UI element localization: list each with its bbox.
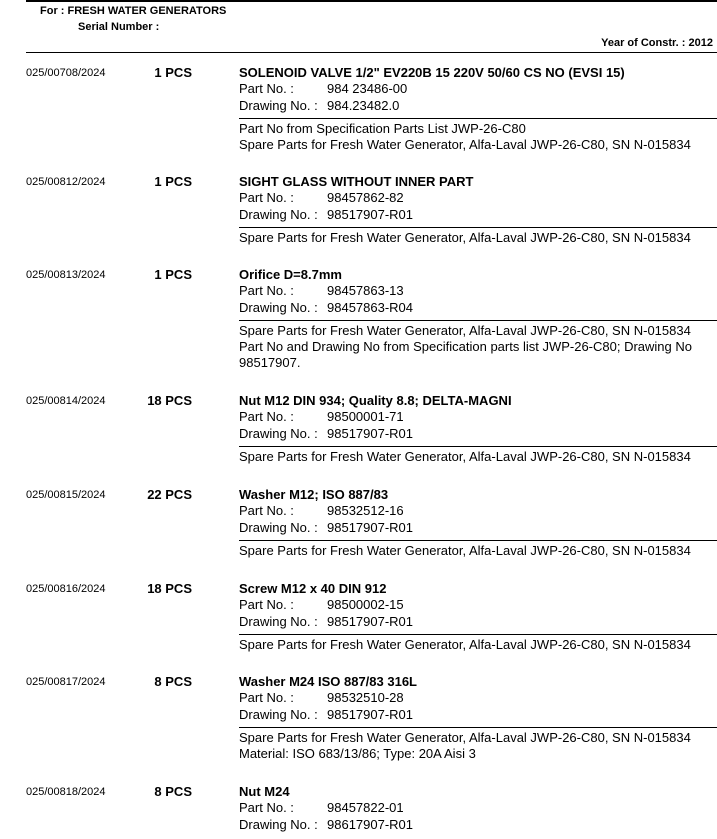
item-details [239, 174, 717, 246]
part-number-value: 98457862-82 [327, 190, 404, 205]
drawing-number-value: 98617907-R01 [327, 816, 414, 832]
item-title: SOLENOID VALVE 1/2" EV220B 15 220V 50/60 CS NO (EVSI 15) [239, 65, 625, 80]
part-number-value: 98457822-01 [327, 800, 404, 815]
part-number-label: Part No. : [239, 503, 294, 518]
item-note: Part No from Specification Parts List JWP-26-C80 [239, 121, 526, 136]
part-number-value: 98457863-13 [327, 283, 404, 298]
item-title: Washer M24 ISO 887/83 316L [239, 674, 418, 689]
drawing-number-label: Drawing No. : [239, 613, 318, 629]
part-number-label: Part No. : [239, 409, 294, 424]
drawing-number-row [239, 426, 717, 443]
drawing-number-row [239, 614, 717, 631]
part-number-label: Part No. : [239, 81, 294, 96]
part-number-row [239, 503, 717, 520]
item-note: Spare Parts for Fresh Water Generator, Alfa-Laval JWP-26-C80, SN N-015834 [239, 543, 691, 558]
header-rule [26, 52, 717, 53]
item-note: Part No and Drawing No from Specification parts list JWP-26-C80; Drawing No 98517907. [239, 339, 693, 370]
item-quantity: 1 PCS [154, 65, 192, 80]
drawing-number-value: 984.23482.0 [327, 97, 400, 113]
item-quantity: 18 PCS [147, 393, 192, 408]
drawing-number-row [239, 207, 717, 224]
item-details [239, 674, 717, 762]
item-code: 025/00817/2024 [26, 676, 106, 688]
item-details [239, 784, 717, 839]
for-label: For : FRESH WATER GENERATORS [40, 5, 227, 17]
part-number-row [239, 690, 717, 707]
drawing-number-row [239, 707, 717, 724]
part-number-row [239, 800, 717, 817]
item-notes [239, 540, 717, 559]
part-number-label: Part No. : [239, 190, 294, 205]
item-notes [239, 727, 717, 762]
drawing-number-value: 98517907-R01 [327, 613, 414, 629]
part-number-row [239, 409, 717, 426]
item-note: Spare Parts for Fresh Water Generator, Alfa-Laval JWP-26-C80, SN N-015834 [239, 449, 691, 464]
item-title: Nut M24 [239, 784, 290, 799]
part-number-label: Part No. : [239, 800, 294, 815]
item-code: 025/00814/2024 [26, 395, 106, 407]
part-number-row [239, 81, 717, 98]
drawing-number-value: 98517907-R01 [327, 206, 414, 222]
item-quantity: 8 PCS [154, 784, 192, 799]
item-quantity: 8 PCS [154, 674, 192, 689]
item-details [239, 267, 717, 371]
drawing-number-label: Drawing No. : [239, 816, 318, 832]
part-number-row [239, 283, 717, 300]
item-note: Spare Parts for Fresh Water Generator, Alfa-Laval JWP-26-C80, SN N-015834 [239, 230, 691, 245]
item-title: Washer M12; ISO 887/83 [239, 487, 389, 502]
drawing-number-value: 98517907-R01 [327, 519, 414, 535]
drawing-number-row [239, 817, 717, 834]
part-number-label: Part No. : [239, 283, 294, 298]
part-number-value: 98532512-16 [327, 503, 404, 518]
item-notes [239, 118, 717, 153]
drawing-number-label: Drawing No. : [239, 206, 318, 222]
item-note: Spare Parts for Fresh Water Generator, Alfa-Laval JWP-26-C80, SN N-015834 [239, 637, 691, 652]
item-notes [239, 446, 717, 465]
drawing-number-row [239, 98, 717, 115]
part-number-label: Part No. : [239, 597, 294, 612]
item-title: SIGHT GLASS WITHOUT INNER PART [239, 174, 474, 189]
drawing-number-value: 98517907-R01 [327, 425, 414, 441]
item-note: Spare Parts for Fresh Water Generator, Alfa-Laval JWP-26-C80, SN N-015834 [239, 137, 691, 152]
drawing-number-row [239, 300, 717, 317]
item-code: 025/00818/2024 [26, 786, 106, 798]
item-code: 025/00708/2024 [26, 67, 106, 79]
drawing-number-label: Drawing No. : [239, 97, 318, 113]
item-code: 025/00813/2024 [26, 269, 106, 281]
part-number-value: 98532510-28 [327, 690, 404, 705]
item-note: Spare Parts for Fresh Water Generator, Alfa-Laval JWP-26-C80, SN N-015834 [239, 730, 691, 745]
item-details [239, 393, 717, 465]
item-code: 025/00812/2024 [26, 176, 106, 188]
part-number-row [239, 190, 717, 207]
item-note: Material: ISO 683/13/86; Type: 20A Aisi 3 [239, 746, 476, 761]
item-details [239, 487, 717, 559]
year-of-construction: Year of Constr. : 2012 [601, 37, 713, 49]
serial-number-label: Serial Number : [78, 21, 160, 33]
item-notes [239, 320, 717, 371]
part-number-value: 98500001-71 [327, 409, 404, 424]
part-number-value: 984 23486-00 [327, 81, 408, 96]
item-code: 025/00816/2024 [26, 583, 106, 595]
item-code: 025/00815/2024 [26, 489, 106, 501]
drawing-number-label: Drawing No. : [239, 706, 318, 722]
part-number-row [239, 597, 717, 614]
item-details [239, 65, 717, 153]
drawing-number-value: 98517907-R01 [327, 706, 414, 722]
part-number-value: 98500002-15 [327, 597, 404, 612]
item-title: Screw M12 x 40 DIN 912 [239, 581, 387, 596]
item-notes [239, 634, 717, 653]
item-quantity: 22 PCS [147, 487, 192, 502]
item-note: Spare Parts for Fresh Water Generator, Alfa-Laval JWP-26-C80, SN N-015834 [239, 323, 691, 338]
item-notes [239, 227, 717, 246]
drawing-number-label: Drawing No. : [239, 299, 318, 315]
item-quantity: 1 PCS [154, 174, 192, 189]
drawing-number-value: 98457863-R04 [327, 299, 414, 315]
item-quantity: 1 PCS [154, 267, 192, 282]
drawing-number-label: Drawing No. : [239, 519, 318, 535]
drawing-number-row [239, 520, 717, 537]
item-title: Nut M12 DIN 934; Quality 8.8; DELTA-MAGNI [239, 393, 512, 408]
top-rule [26, 0, 717, 2]
item-quantity: 18 PCS [147, 581, 192, 596]
item-details [239, 581, 717, 653]
drawing-number-label: Drawing No. : [239, 425, 318, 441]
item-title: Orifice D=8.7mm [239, 267, 342, 282]
part-number-label: Part No. : [239, 690, 294, 705]
